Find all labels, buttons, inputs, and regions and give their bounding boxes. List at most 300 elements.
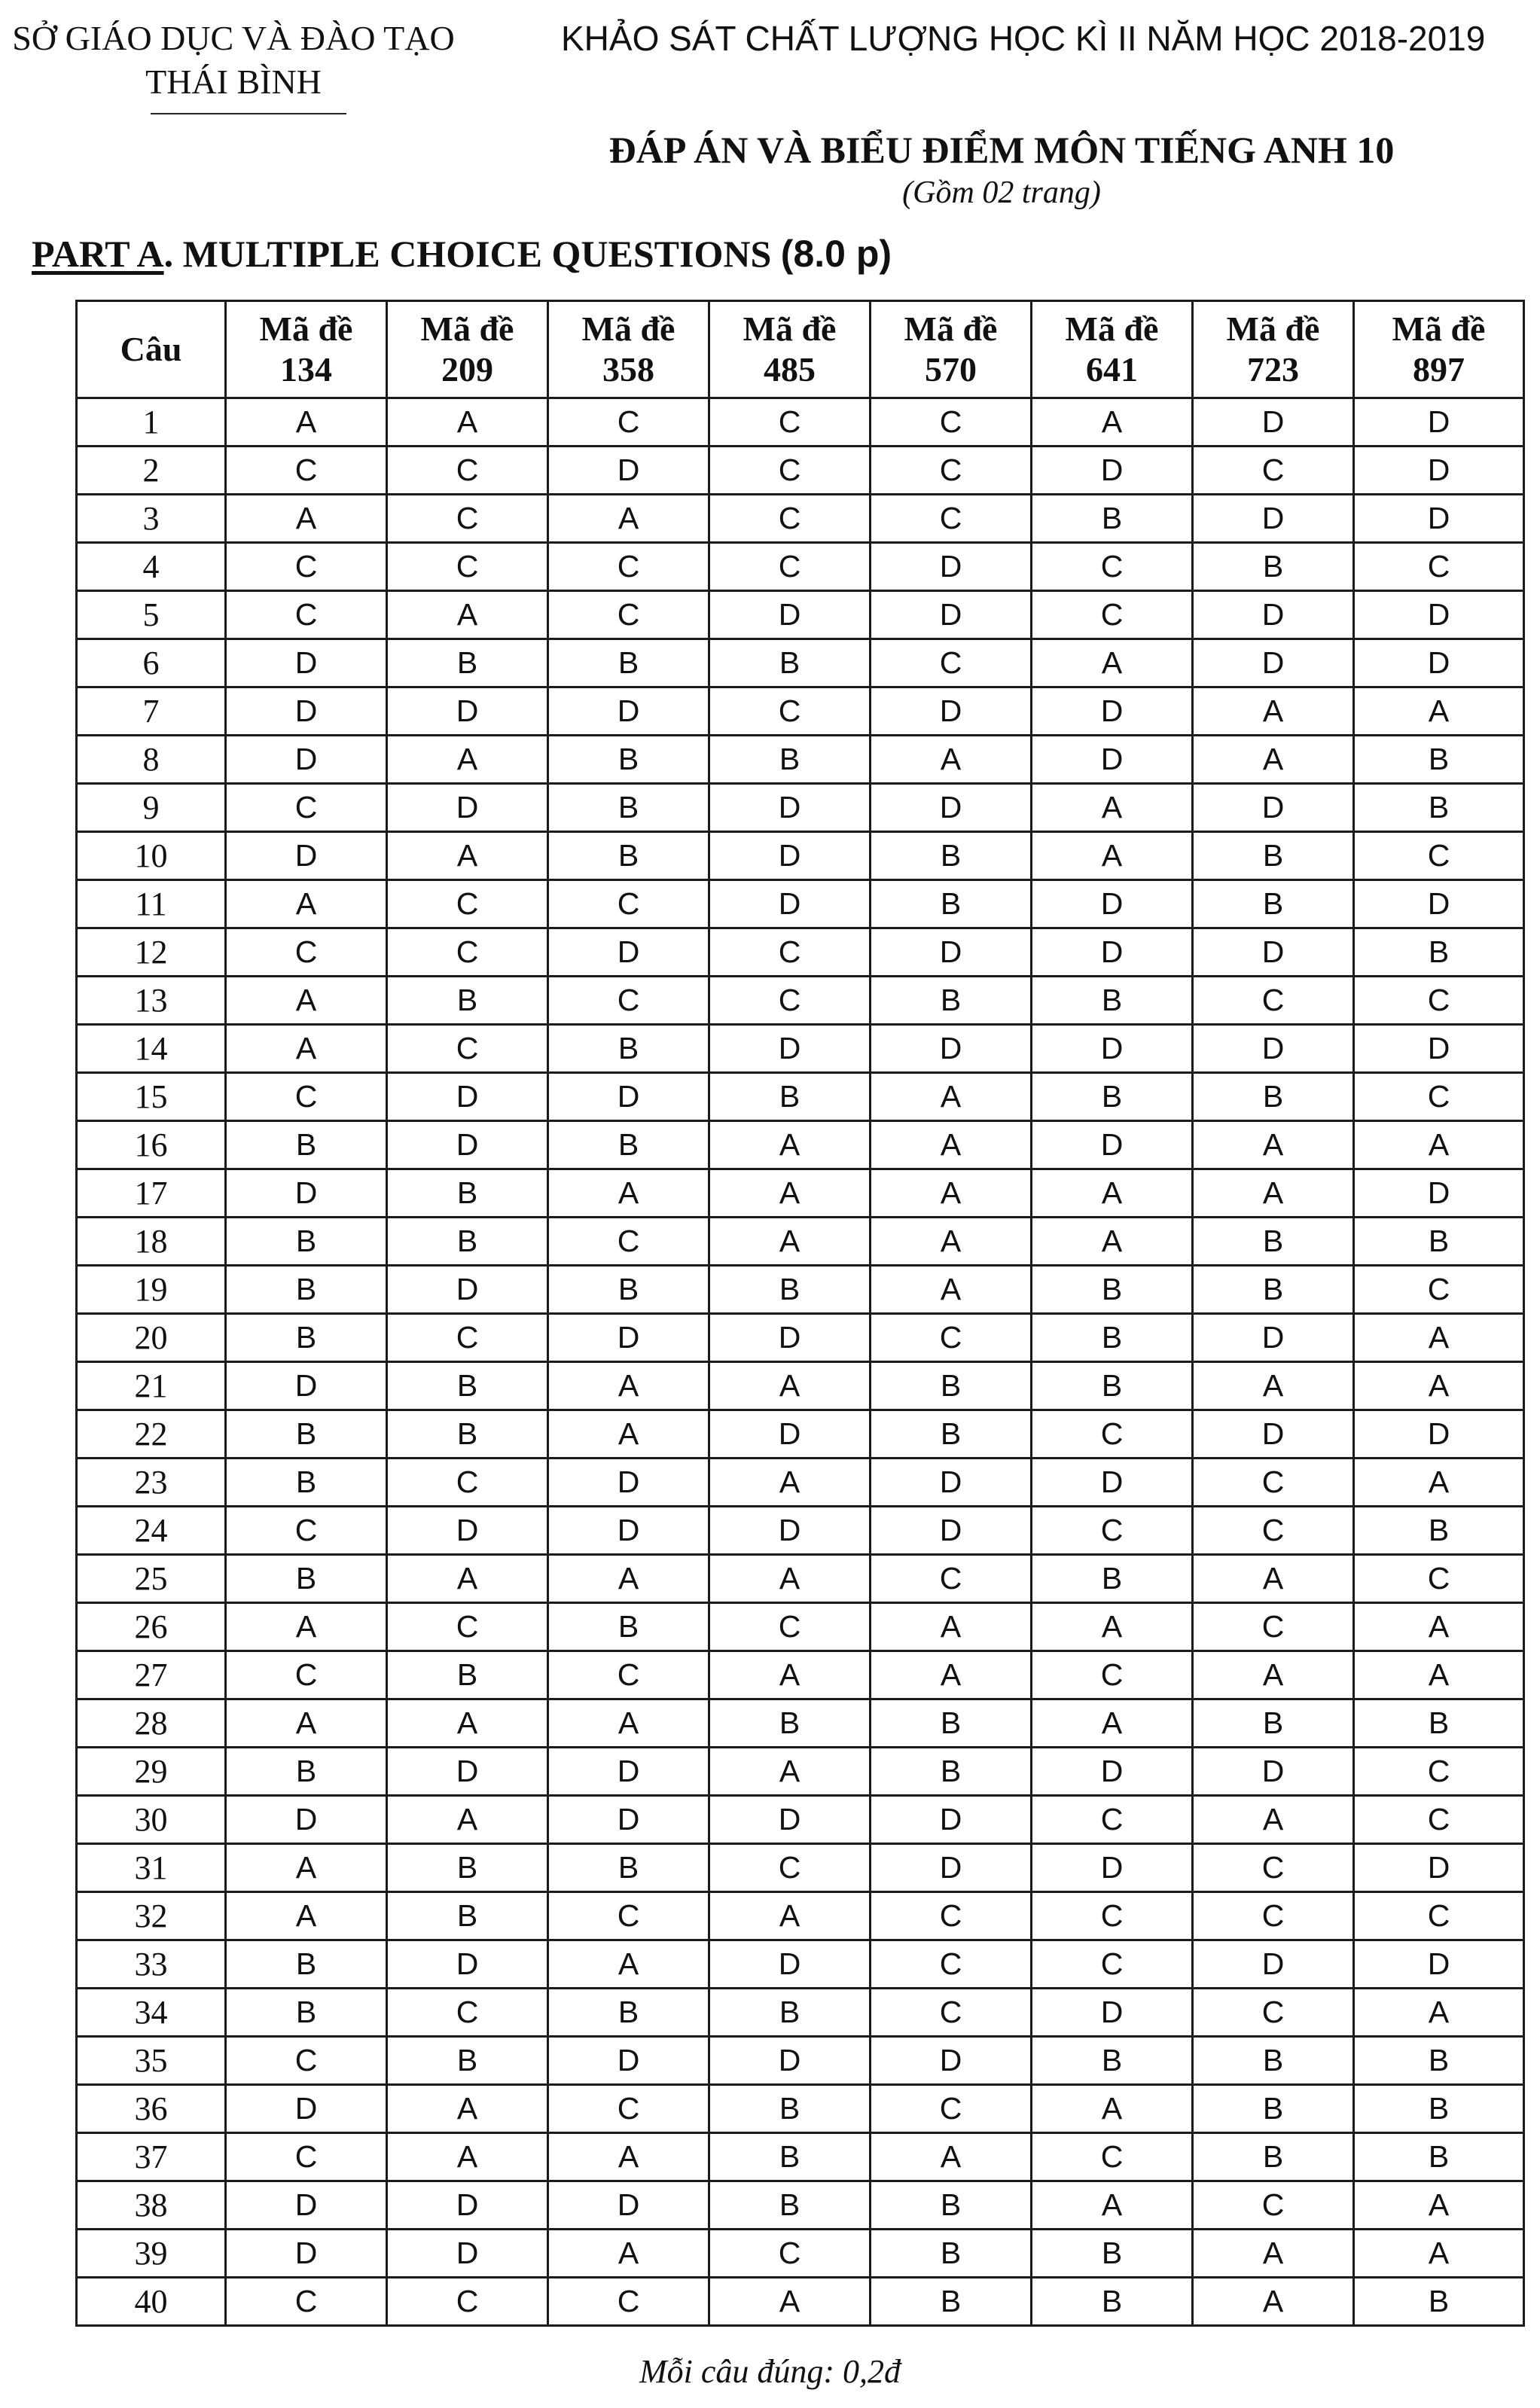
answer-cell: D	[709, 1796, 871, 1844]
question-number: 33	[77, 1940, 226, 1989]
question-number: 12	[77, 928, 226, 977]
answer-cell: A	[1354, 1603, 1524, 1651]
answer-cell: B	[871, 977, 1032, 1025]
table-row	[77, 1121, 1524, 1169]
table-row	[77, 2278, 1524, 2326]
answer-cell: D	[387, 1940, 548, 1989]
answer-cell: B	[1032, 1314, 1193, 1362]
answer-cell: B	[1354, 736, 1524, 784]
table-row	[77, 591, 1524, 639]
answer-cell: D	[1032, 447, 1193, 495]
answer-cell: D	[1032, 880, 1193, 928]
table-row	[77, 1314, 1524, 1362]
answer-cell: D	[387, 1073, 548, 1121]
answer-cell: A	[709, 1362, 871, 1410]
answer-cell: C	[387, 2278, 548, 2326]
answer-cell: B	[1193, 1218, 1354, 1266]
answer-cell: C	[871, 447, 1032, 495]
question-number: 40	[77, 2278, 226, 2326]
answer-cell: A	[1354, 1651, 1524, 1699]
answer-cell: B	[1193, 1073, 1354, 1121]
answer-cell: C	[1032, 1651, 1193, 1699]
answer-cell: A	[1032, 1218, 1193, 1266]
answer-cell: C	[226, 447, 387, 495]
answer-cell: D	[871, 591, 1032, 639]
answer-cell: B	[226, 1555, 387, 1603]
answer-cell: A	[1032, 784, 1193, 832]
answer-cell: B	[709, 1073, 871, 1121]
table-row	[77, 1025, 1524, 1073]
answer-cell: D	[709, 2037, 871, 2085]
answer-cell: A	[226, 880, 387, 928]
exam-code-label: Mã đề	[259, 309, 353, 348]
answer-cell: A	[1032, 1169, 1193, 1218]
answer-cell: B	[387, 639, 548, 687]
answer-cell: A	[709, 1651, 871, 1699]
question-number: 39	[77, 2230, 226, 2278]
document-title: ĐÁP ÁN VÀ BIỂU ĐIỂM MÔN TIẾNG ANH 10	[608, 129, 1395, 171]
answer-cell: A	[1032, 639, 1193, 687]
answer-cell: B	[548, 1603, 709, 1651]
answer-cell: C	[226, 591, 387, 639]
answer-cell: C	[1032, 591, 1193, 639]
answer-cell: A	[1354, 1314, 1524, 1362]
question-number: 11	[77, 880, 226, 928]
answer-cell: C	[226, 2133, 387, 2181]
question-number: 18	[77, 1218, 226, 1266]
answer-cell: C	[226, 1507, 387, 1555]
answer-cell: B	[709, 639, 871, 687]
column-header-exam-code	[226, 301, 387, 398]
answer-cell: B	[871, 1362, 1032, 1410]
answer-cell: A	[1193, 1651, 1354, 1699]
column-header-exam-code	[871, 301, 1032, 398]
table-row	[77, 736, 1524, 784]
answer-cell: B	[226, 1459, 387, 1507]
answer-cell: B	[1193, 2037, 1354, 2085]
answer-cell: C	[871, 2085, 1032, 2133]
answer-cell: C	[709, 1603, 871, 1651]
exam-code-label: Mã đề	[904, 309, 998, 348]
answer-cell: C	[709, 2230, 871, 2278]
table-row	[77, 1603, 1524, 1651]
answer-cell: D	[1354, 591, 1524, 639]
question-number: 22	[77, 1410, 226, 1459]
question-number: 5	[77, 591, 226, 639]
answer-cell: B	[709, 2085, 871, 2133]
answer-cell: A	[1193, 1121, 1354, 1169]
answer-cell: A	[548, 495, 709, 543]
answer-cell: B	[1032, 2278, 1193, 2326]
answer-cell: C	[548, 1218, 709, 1266]
answer-cell: B	[1193, 1699, 1354, 1748]
answer-cell: A	[1354, 2181, 1524, 2230]
answer-cell: B	[709, 736, 871, 784]
answer-cell: D	[548, 1748, 709, 1796]
answer-cell: B	[387, 1169, 548, 1218]
question-number: 28	[77, 1699, 226, 1748]
answer-cell: D	[1193, 928, 1354, 977]
answer-cell: D	[1193, 639, 1354, 687]
answer-cell: C	[709, 495, 871, 543]
answer-cell: B	[1193, 543, 1354, 591]
answer-cell: B	[1193, 2133, 1354, 2181]
answer-cell: D	[548, 1507, 709, 1555]
answer-cell: B	[709, 1699, 871, 1748]
answer-cell: B	[548, 1989, 709, 2037]
answer-cell: A	[548, 1362, 709, 1410]
answer-cell: C	[548, 2085, 709, 2133]
table-row	[77, 928, 1524, 977]
answer-cell: C	[387, 880, 548, 928]
question-number: 23	[77, 1459, 226, 1507]
answer-cell: B	[226, 1940, 387, 1989]
answer-cell: A	[1032, 1699, 1193, 1748]
answer-cell: A	[1193, 1169, 1354, 1218]
answer-cell: B	[1354, 2133, 1524, 2181]
answer-cell: B	[871, 2278, 1032, 2326]
answer-cell: A	[1193, 736, 1354, 784]
table-row	[77, 784, 1524, 832]
table-row	[77, 1796, 1524, 1844]
exam-code-label: Mã đề	[420, 309, 514, 348]
column-header-exam-code	[1193, 301, 1354, 398]
answer-cell: C	[1193, 1892, 1354, 1940]
answer-cell: B	[387, 1218, 548, 1266]
answer-cell: B	[387, 1844, 548, 1892]
answer-cell: D	[709, 832, 871, 880]
answer-cell: C	[871, 398, 1032, 447]
table-row	[77, 1410, 1524, 1459]
answer-cell: D	[1193, 784, 1354, 832]
answer-cell: B	[548, 736, 709, 784]
column-header-exam-code	[548, 301, 709, 398]
answer-cell: A	[709, 1218, 871, 1266]
answer-cell: A	[871, 1073, 1032, 1121]
answer-cell: D	[1193, 1025, 1354, 1073]
answer-cell: A	[871, 1121, 1032, 1169]
answer-cell: D	[226, 2085, 387, 2133]
answer-cell: C	[871, 1314, 1032, 1362]
answer-cell: D	[871, 1844, 1032, 1892]
exam-code-label: Mã đề	[1065, 309, 1159, 348]
question-number: 10	[77, 832, 226, 880]
question-number: 27	[77, 1651, 226, 1699]
answer-cell: A	[226, 1844, 387, 1892]
table-row	[77, 1218, 1524, 1266]
table-row	[77, 2085, 1524, 2133]
question-number: 24	[77, 1507, 226, 1555]
answer-cell: A	[226, 1603, 387, 1651]
answer-cell: A	[548, 1410, 709, 1459]
answer-cell: C	[1354, 1796, 1524, 1844]
agency-name: SỞ GIÁO DỤC VÀ ĐÀO TẠO	[12, 19, 455, 57]
answer-cell: B	[709, 2181, 871, 2230]
answer-cell: A	[387, 736, 548, 784]
answer-cell: C	[1032, 543, 1193, 591]
answer-cell: B	[871, 1699, 1032, 1748]
answer-cell: D	[709, 591, 871, 639]
answer-cell: C	[548, 880, 709, 928]
answer-cell: D	[226, 1169, 387, 1218]
answer-cell: C	[387, 543, 548, 591]
table-row	[77, 880, 1524, 928]
answer-cell: D	[387, 687, 548, 736]
question-number: 1	[77, 398, 226, 447]
answer-cell: D	[1354, 880, 1524, 928]
answer-cell: A	[1032, 2085, 1193, 2133]
answer-cell: B	[1032, 2037, 1193, 2085]
answer-cell: B	[548, 639, 709, 687]
answer-cell: A	[871, 1651, 1032, 1699]
table-row	[77, 495, 1524, 543]
answer-cell: C	[387, 1314, 548, 1362]
answer-cell: D	[709, 1025, 871, 1073]
answer-cell: C	[1354, 1892, 1524, 1940]
answer-cell: C	[226, 784, 387, 832]
table-row	[77, 1989, 1524, 2037]
table-row	[77, 977, 1524, 1025]
question-number: 17	[77, 1169, 226, 1218]
answer-cell: B	[548, 1844, 709, 1892]
question-number: 19	[77, 1266, 226, 1314]
answer-cell: B	[548, 1025, 709, 1073]
question-number: 26	[77, 1603, 226, 1651]
answer-cell: B	[871, 880, 1032, 928]
answer-cell: D	[1354, 639, 1524, 687]
answer-cell: D	[387, 2181, 548, 2230]
answer-cell: A	[871, 1603, 1032, 1651]
answer-cell: D	[548, 687, 709, 736]
answer-cell: D	[548, 2181, 709, 2230]
answer-cell: B	[1354, 2037, 1524, 2085]
question-number: 37	[77, 2133, 226, 2181]
question-number: 4	[77, 543, 226, 591]
answer-cell: B	[1193, 880, 1354, 928]
answer-cell: A	[1193, 2278, 1354, 2326]
answer-cell: D	[226, 1362, 387, 1410]
answer-cell: B	[1354, 784, 1524, 832]
answer-cell: B	[226, 1266, 387, 1314]
column-header-exam-code	[1032, 301, 1193, 398]
table-row	[77, 2181, 1524, 2230]
question-number: 32	[77, 1892, 226, 1940]
answer-cell: D	[387, 1507, 548, 1555]
answer-cell: B	[548, 832, 709, 880]
answer-cell: D	[1193, 495, 1354, 543]
answer-cell: A	[548, 2133, 709, 2181]
question-number: 14	[77, 1025, 226, 1073]
table-row	[77, 1844, 1524, 1892]
answer-cell: C	[387, 1989, 548, 2037]
answer-cell: D	[871, 1796, 1032, 1844]
answer-cell: D	[1354, 1410, 1524, 1459]
answer-cell: A	[1354, 1362, 1524, 1410]
answer-cell: A	[709, 1459, 871, 1507]
answer-cell: B	[1032, 977, 1193, 1025]
question-number: 38	[77, 2181, 226, 2230]
answer-cell: A	[548, 1940, 709, 1989]
answer-cell: C	[548, 1651, 709, 1699]
answer-cell: D	[1032, 1459, 1193, 1507]
answer-cell: A	[1354, 1459, 1524, 1507]
answer-cell: D	[387, 2230, 548, 2278]
answer-cell: D	[871, 928, 1032, 977]
answer-cell: C	[871, 1940, 1032, 1989]
answer-cell: B	[709, 1989, 871, 2037]
part-a-heading	[32, 230, 892, 277]
answer-cell: B	[548, 784, 709, 832]
answer-cell: D	[1354, 1844, 1524, 1892]
answer-cell: D	[387, 784, 548, 832]
answer-cell: A	[709, 1892, 871, 1940]
exam-code-number: 209	[441, 350, 493, 389]
answer-cell: C	[709, 398, 871, 447]
answer-cell: B	[548, 1121, 709, 1169]
answer-cell: C	[1032, 1507, 1193, 1555]
answer-cell: D	[709, 880, 871, 928]
answer-cell: A	[226, 1699, 387, 1748]
question-number: 6	[77, 639, 226, 687]
question-number: 36	[77, 2085, 226, 2133]
answer-cell: D	[1032, 736, 1193, 784]
question-number: 7	[77, 687, 226, 736]
answer-cell: C	[709, 543, 871, 591]
answer-cell: A	[1193, 1362, 1354, 1410]
answer-cell: C	[1193, 1603, 1354, 1651]
table-row	[77, 2230, 1524, 2278]
exam-code-label: Mã đề	[581, 309, 675, 348]
answer-cell: A	[1193, 2230, 1354, 2278]
answer-cell: C	[709, 928, 871, 977]
answer-cell: D	[871, 543, 1032, 591]
answer-cell: C	[387, 495, 548, 543]
answer-cell: D	[871, 1507, 1032, 1555]
answer-cell: C	[548, 977, 709, 1025]
answer-cell: B	[871, 1748, 1032, 1796]
answer-cell: D	[1193, 1940, 1354, 1989]
answer-cell: D	[548, 1796, 709, 1844]
answer-cell: C	[1032, 1940, 1193, 1989]
answer-cell: D	[548, 1459, 709, 1507]
answer-cell: C	[871, 1555, 1032, 1603]
page-count-note: (Gồm 02 trang)	[902, 175, 1101, 210]
answer-cell: D	[709, 1410, 871, 1459]
table-header-row	[77, 301, 1524, 398]
answer-cell: A	[709, 1555, 871, 1603]
answer-cell: D	[709, 1314, 871, 1362]
part-title: . MULTIPLE CHOICE QUESTIONS	[163, 233, 781, 275]
question-number: 29	[77, 1748, 226, 1796]
answer-cell: A	[1354, 1989, 1524, 2037]
answer-cell: C	[1032, 1892, 1193, 1940]
answer-cell: C	[871, 1989, 1032, 2037]
answer-cell: D	[1354, 1940, 1524, 1989]
answer-cell: D	[871, 2037, 1032, 2085]
question-number: 2	[77, 447, 226, 495]
column-header-question: Câu	[77, 301, 226, 398]
answer-cell: C	[387, 1603, 548, 1651]
answer-cell: C	[1354, 977, 1524, 1025]
question-number: 31	[77, 1844, 226, 1892]
answer-cell: D	[1193, 591, 1354, 639]
answer-cell: C	[1193, 977, 1354, 1025]
question-number: 9	[77, 784, 226, 832]
answer-cell: C	[548, 591, 709, 639]
column-header-exam-code	[709, 301, 871, 398]
table-row	[77, 1266, 1524, 1314]
answer-cell: B	[1032, 1362, 1193, 1410]
question-number: 8	[77, 736, 226, 784]
question-number: 25	[77, 1555, 226, 1603]
answer-cell: C	[226, 2037, 387, 2085]
answer-cell: B	[1032, 1266, 1193, 1314]
answer-cell: B	[226, 1748, 387, 1796]
exam-code-label: Mã đề	[1392, 309, 1486, 348]
answer-rows	[77, 398, 1524, 2326]
answer-cell: C	[387, 928, 548, 977]
answer-cell: A	[387, 832, 548, 880]
answer-cell: B	[548, 1266, 709, 1314]
answer-cell: B	[226, 1121, 387, 1169]
question-number: 13	[77, 977, 226, 1025]
answer-cell: C	[1193, 1459, 1354, 1507]
answer-cell: A	[387, 398, 548, 447]
answer-cell: A	[709, 1748, 871, 1796]
answer-cell: D	[1354, 447, 1524, 495]
answer-cell: A	[709, 1169, 871, 1218]
answer-cell: C	[1193, 1989, 1354, 2037]
answer-cell: D	[548, 447, 709, 495]
answer-cell: D	[1354, 1169, 1524, 1218]
part-label: PART A	[32, 233, 164, 275]
table-row	[77, 2037, 1524, 2085]
answer-cell: C	[1032, 1410, 1193, 1459]
answer-cell: A	[226, 398, 387, 447]
agency-province: THÁI BÌNH	[145, 62, 322, 101]
answer-cell: A	[1193, 1796, 1354, 1844]
answer-cell: A	[1193, 1555, 1354, 1603]
answer-cell: D	[387, 1748, 548, 1796]
answer-cell: C	[1354, 1555, 1524, 1603]
agency-underline	[151, 113, 346, 114]
answer-cell: D	[709, 1940, 871, 1989]
answer-cell: B	[226, 1218, 387, 1266]
answer-cell: B	[1354, 1699, 1524, 1748]
answer-cell: C	[709, 1844, 871, 1892]
answer-cell: D	[226, 832, 387, 880]
answer-cell: D	[387, 1121, 548, 1169]
table-row	[77, 639, 1524, 687]
answer-cell: D	[548, 1314, 709, 1362]
answer-cell: B	[226, 1314, 387, 1362]
answer-cell: B	[387, 1410, 548, 1459]
answer-cell: A	[1032, 1603, 1193, 1651]
table-row	[77, 1507, 1524, 1555]
answer-cell: C	[871, 1892, 1032, 1940]
answer-cell: D	[1193, 1314, 1354, 1362]
answer-cell: C	[1193, 1844, 1354, 1892]
answer-cell: D	[1354, 495, 1524, 543]
column-header-exam-code	[1354, 301, 1524, 398]
answer-cell: B	[1354, 2278, 1524, 2326]
answer-cell: A	[1032, 398, 1193, 447]
question-number: 15	[77, 1073, 226, 1121]
answer-cell: A	[548, 1555, 709, 1603]
answer-cell: C	[1193, 1507, 1354, 1555]
table-row	[77, 832, 1524, 880]
question-number: 21	[77, 1362, 226, 1410]
